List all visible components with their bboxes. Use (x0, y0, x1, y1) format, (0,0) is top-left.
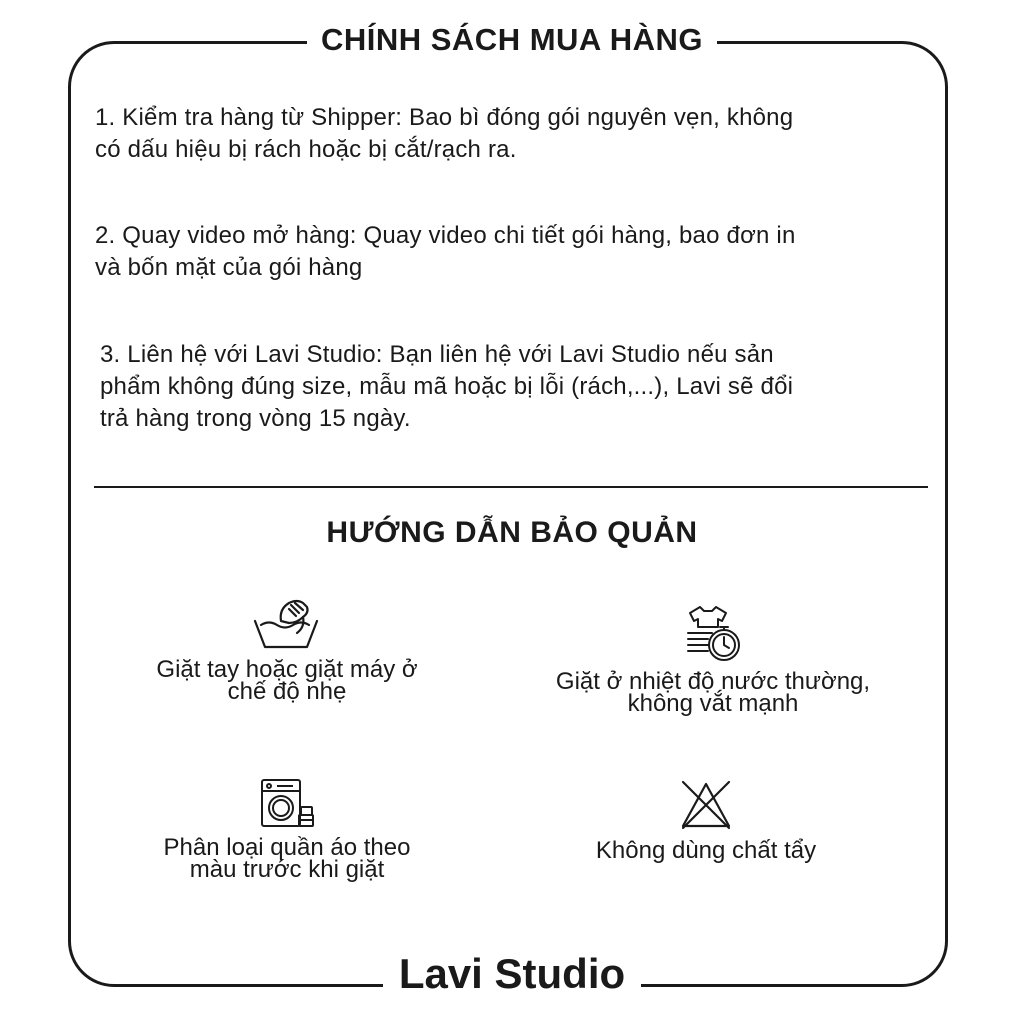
hand-wash-icon (251, 597, 323, 653)
washing-machine-icon (259, 777, 315, 831)
policy-title: CHÍNH SÁCH MUA HÀNG (307, 22, 717, 57)
care-text-line: không vắt mạnh (627, 690, 799, 717)
care-text-line: Phân loại quần áo theo (163, 834, 411, 861)
care-item-sort-colors (87, 777, 487, 881)
policy-line: trả hàng trong vòng 15 ngày. (100, 405, 411, 432)
care-item-hand-wash (87, 597, 487, 703)
policy-line: có dấu hiệu bị rách hoặc bị cắt/rạch ra. (95, 136, 517, 163)
footer-brand (0, 950, 1024, 998)
care-title: HƯỚNG DẪN BẢO QUẢN (326, 516, 698, 549)
policy-line: 2. Quay video mở hàng: Quay video chi tiết gói hàng, bao đơn in (95, 222, 796, 249)
care-item-temperature (513, 603, 913, 715)
care-text-line: Giặt ở nhiệt độ nước thường, (555, 668, 871, 695)
policy-line: 1. Kiểm tra hàng từ Shipper: Bao bì đóng gói nguyên vẹn, không (95, 104, 794, 131)
care-text-line: Giặt tay hoặc giặt máy ở (156, 656, 418, 683)
policy-line: 3. Liên hệ với Lavi Studio: Bạn liên hệ với Lavi Studio nếu sản (100, 341, 774, 368)
policy-item-3 (100, 339, 940, 435)
policy-item-1 (95, 102, 945, 166)
policy-line: phẩm không đúng size, mẫu mã hoặc bị lỗi (rách,...), Lavi sẽ đổi (100, 373, 794, 400)
wash-temperature-icon (682, 603, 744, 665)
care-text-line: chế độ nhẹ (227, 678, 347, 705)
policy-item-2 (95, 220, 945, 284)
policy-heading (0, 22, 1024, 58)
brand-name: Lavi Studio (383, 950, 641, 997)
care-text-line: Không dùng chất tẩy (595, 837, 817, 864)
section-divider (94, 486, 928, 488)
policy-line: và bốn mặt của gói hàng (95, 254, 363, 281)
care-text-line: màu trước khi giặt (189, 856, 385, 883)
care-item-no-bleach (506, 778, 906, 862)
no-bleach-icon (679, 778, 733, 832)
